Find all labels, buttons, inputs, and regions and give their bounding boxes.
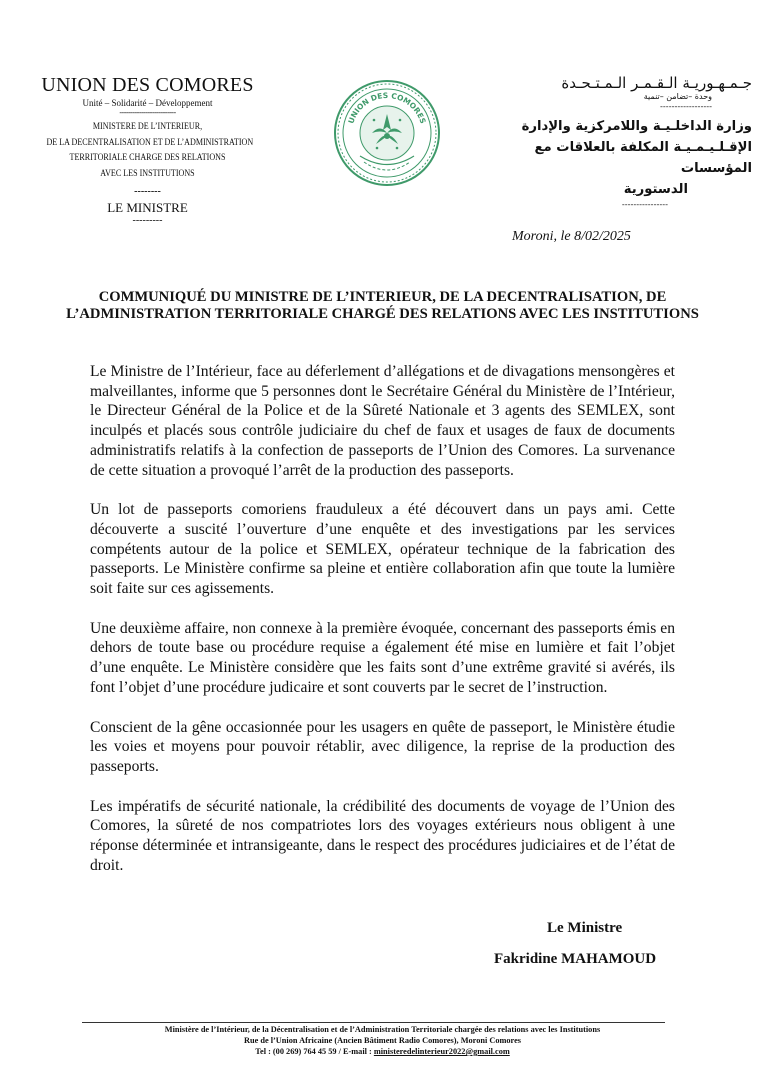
ministry-line-ar: الدستورية — [623, 182, 688, 197]
header-right-arabic — [490, 74, 752, 210]
ministry-line: DE LA DECENTRALISATION ET DE L’ADMINISTRATION — [46, 137, 254, 148]
footer-divider — [82, 1022, 665, 1023]
document-date: Moroni, le 8/02/2025 — [512, 229, 631, 244]
body-paragraph: Le Ministre de l’Intérieur, face au déferlement d’allégations et de divagations mensongères et malveillantes, informe que 5 personnes dont le Secrétaire Général du Ministère de l’Intérieur, le Directeur Général de la Police et de la Sûreté Nationale et 3 agents des SEMLEX, sont inculpés et placés sous contrôle judiciaire du chef de faux et usages de faux de documents administratifs relatifs à la confection de passeports de l’Union des Comores. La survenance de cette situation a provoqué l’arrêt de la production des passeports. — [90, 363, 675, 479]
minister-title: LE MINISTRE — [107, 200, 188, 215]
footer-email-link[interactable]: ministeredelinterieur2022@gmail.com — [373, 1047, 510, 1056]
header-separator: --------- — [132, 215, 163, 226]
signature-title: Le Ministre — [547, 920, 623, 936]
footer-ministry: Ministère de l’Intérieur, de la Décentralisation et de l’Administration Territoriale chargée des relations avec les Institutions — [164, 1025, 601, 1034]
national-motto-ar: وحدة –تضامن –تنمية — [643, 92, 712, 101]
body-paragraph: Conscient de la gêne occasionnée pour les usagers en quête de passeport, le Ministère étudie les voies et moyens pour pouvoir rétablir, avec diligence, la reprise de la production des passeports. — [90, 718, 675, 775]
header-separator: -------------------------- — [119, 108, 176, 117]
country-name: UNION DES COMORES — [41, 74, 254, 96]
footer-phone: Tel : (00 269) 764 45 59 / E-mail : — [255, 1047, 374, 1056]
national-seal — [332, 78, 442, 188]
footer — [60, 1024, 705, 1057]
header-separator: -------- — [134, 186, 161, 197]
signature-name: Fakridine MAHAMOUD — [494, 951, 657, 967]
header-separator: ---------------- — [621, 200, 668, 209]
communique-title: COMMUNIQUÉ DU MINISTRE DE L’INTERIEUR, DE LA DECENTRALISATION, DE L’ADMINISTRATION TERRITORIALE CHARGÉ DES RELATIONS AVEC LES INSTITUTIONS — [66, 289, 699, 322]
ministry-line-ar: الإقـلـيـمـيـة المكلفة بالعلاقات مع المؤسسات — [534, 140, 752, 176]
header-separator: ------------------ — [660, 102, 712, 111]
ministry-line: AVEC LES INSTITUTIONS — [100, 168, 195, 179]
ministry-line-ar: وزارة الداخلـيـة واللامركزية والإدارة — [521, 119, 752, 134]
ministry-line: MINISTERE DE L’INTERIEUR, — [92, 122, 203, 132]
country-name-ar: جـمـهـوريـة الـقـمـر الـمـتـحـدة — [561, 74, 752, 92]
seal-emblem-icon — [332, 78, 442, 188]
body-paragraph: Une deuxième affaire, non connexe à la première évoquée, concernant des passeports émis en dehors de toute base ou procédure requise a également été mise en lumière et fait l’objet d’une enquête. Le Ministère considère que les faits sont d’une extrême gravité si avérés, ils font l’objet d’une procédure judicaire et sont couverts par le secret de l’instruction. — [90, 619, 675, 696]
ministry-name-ar — [490, 116, 752, 200]
footer-contact — [60, 1046, 705, 1057]
body-paragraph: Les impératifs de sécurité nationale, la crédibilité des documents de voyage de l’Union des Comores, la sûreté de nos compatriotes lors des voyages extérieurs nous obligent à une réponse déterminée et intransigeante, dans le respect des procédures judiciaires et de l’état de droit. — [90, 797, 675, 874]
footer-address: Rue de l’Union Africaine (Ancien Bâtiment Radio Comores), Moroni Comores — [243, 1036, 521, 1045]
communique-body — [90, 362, 675, 895]
ministry-name-fr — [46, 120, 254, 182]
body-paragraph: Un lot de passeports comoriens frauduleux a été découvert dans un pays ami. Cette découverte a suscité l’ouverture d’une enquête et des investigations par les services compétents autour de la police et SEMLEX, opérateur technique de la fabrication des passeports. Le Ministère confirme sa pleine et entière collaboration afin que toute la lumière soit faite sur ces agissements. — [90, 501, 675, 598]
header-left — [30, 74, 265, 226]
ministry-line: TERRITORIALE CHARGE DES RELATIONS — [69, 153, 226, 163]
seal-text: UNION DES COMORES — [346, 90, 428, 125]
national-motto: Unité – Solidarité – Développement — [82, 98, 213, 108]
